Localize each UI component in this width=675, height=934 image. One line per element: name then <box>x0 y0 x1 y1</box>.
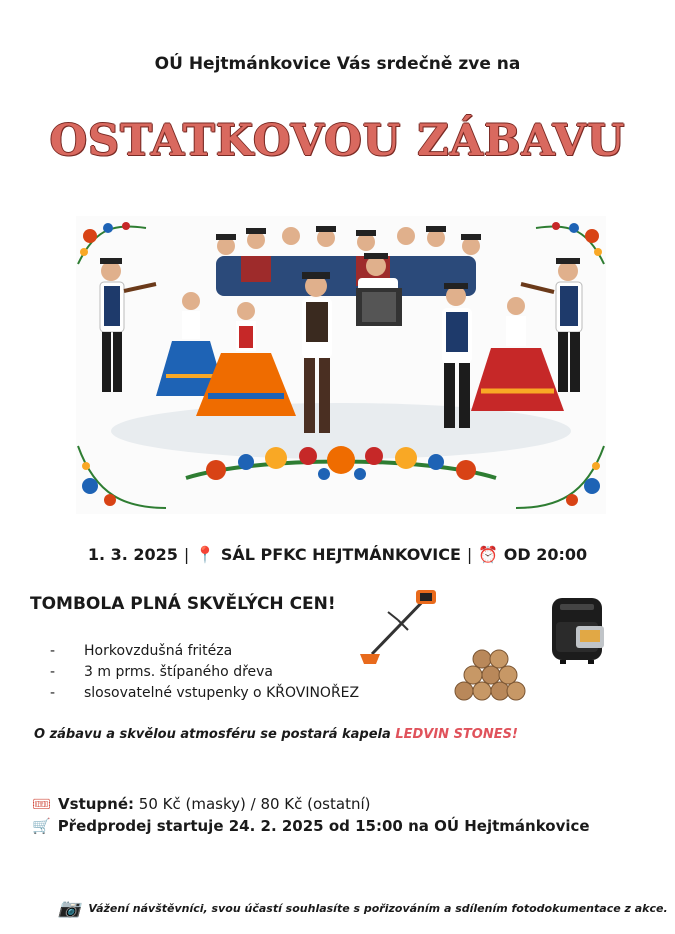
entry-label: Vstupné: <box>58 795 135 813</box>
tombola-heading: TOMBOLA PLNÁ SKVĚLÝCH CEN! <box>30 594 336 614</box>
separator: | <box>466 545 473 564</box>
brush-cutter-image <box>350 588 440 668</box>
prize-text: 3 m prms. štípaného dřeva <box>84 663 273 680</box>
air-fryer-image <box>546 596 608 666</box>
cart-icon: 🛒 <box>32 817 51 835</box>
notice-text: Vážení návštěvníci, svou účastí souhlasíte s pořizováním a sdílením fotodokumentace z akce. <box>88 902 668 915</box>
event-place: SÁL PFKC HEJTMÁNKOVICE <box>220 545 461 564</box>
band-text: O zábavu a skvělou atmosféru se postará kapela <box>34 727 396 742</box>
presale-text: Předprodej startuje 24. 2. 2025 od 15:00 na OÚ Hejtmánkovice <box>57 817 590 835</box>
entry-fee <box>32 795 370 813</box>
photo-notice <box>58 898 668 919</box>
list-dash: - <box>50 684 56 701</box>
invitation-line: OÚ Hejtmánkovice Vás srdečně zve na <box>154 54 521 74</box>
separator: | <box>183 545 190 564</box>
event-date: 1. 3. 2025 <box>87 545 178 564</box>
firewood-image <box>452 645 528 701</box>
event-time: OD 20:00 <box>503 545 588 564</box>
camera-icon: 📷 <box>58 898 81 919</box>
list-item <box>50 661 359 682</box>
event-info-line <box>0 545 675 564</box>
list-dash: - <box>50 642 56 659</box>
prize-text: slosovatelné vstupenky o KŘOVINOŘEZ <box>84 684 360 701</box>
pin-icon: 📍 <box>195 545 216 564</box>
list-item <box>50 640 359 661</box>
list-item <box>50 682 359 703</box>
ticket-icon: 🎟 <box>32 795 52 813</box>
clock-icon: ⏰ <box>478 545 499 564</box>
event-title: OSTATKOVOU ZÁBAVU <box>49 116 626 166</box>
prize-list <box>50 640 359 703</box>
presale-info <box>32 817 590 835</box>
band-name: LEDVIN STONES! <box>395 727 518 742</box>
band-announcement <box>34 727 518 742</box>
entry-value: 50 Kč (masky) / 80 Kč (ostatní) <box>134 795 371 813</box>
list-dash: - <box>50 663 56 680</box>
folk-dance-illustration <box>76 216 606 514</box>
prize-text: Horkovzdušná fritéza <box>84 642 233 659</box>
